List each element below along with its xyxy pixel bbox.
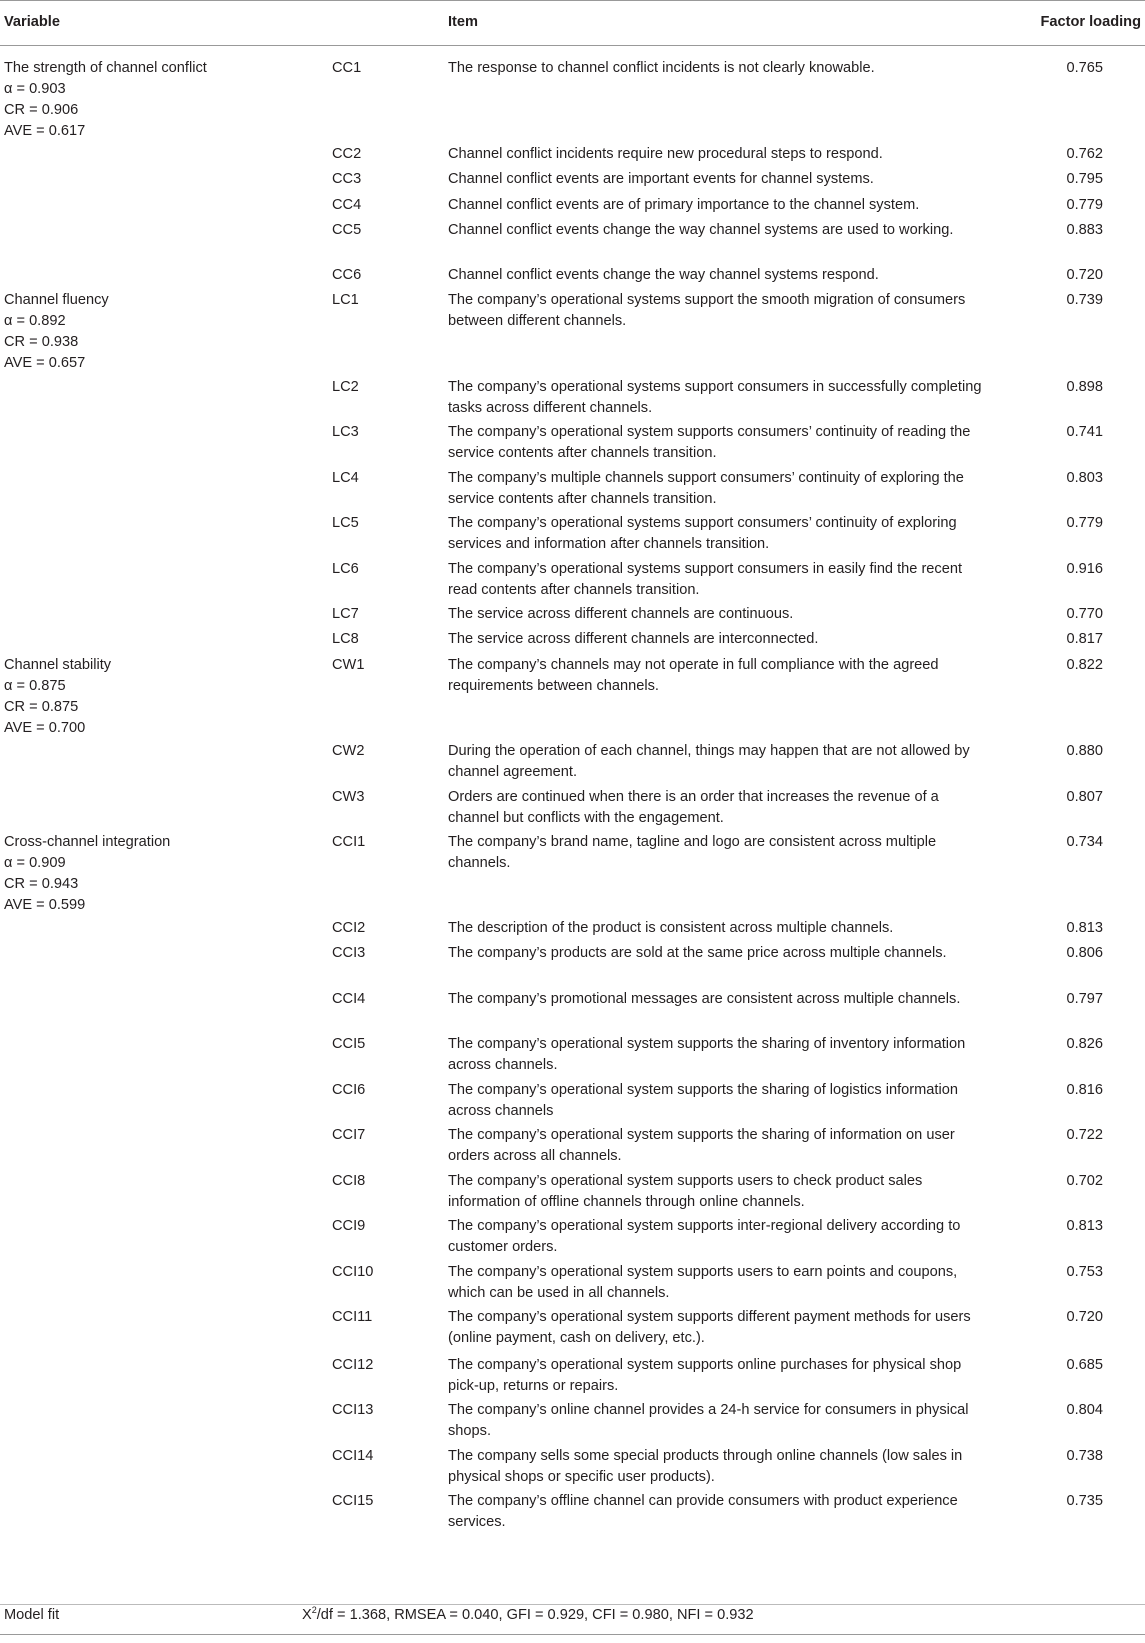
item-code: CC6: [332, 267, 362, 283]
item-code: LC2: [332, 379, 359, 395]
item-code: CW2: [332, 743, 365, 759]
factor-loading: 0.685: [1066, 1357, 1103, 1373]
item-text: Channel conflict events are important events for channel systems.: [448, 171, 874, 187]
header-loading: Factor loading: [1040, 14, 1141, 30]
item-text: The service across different channels are continuous.: [448, 606, 794, 622]
variable-ave: AVE = 0.700: [4, 720, 86, 736]
item-text: During the operation of each channel, things may happen that are not allowed by channel agreement.: [448, 743, 970, 780]
variable-cr: CR = 0.938: [4, 334, 79, 350]
factor-loading: 0.806: [1066, 945, 1103, 961]
item-text: The company’s products are sold at the same price across multiple channels.: [448, 945, 947, 961]
item-code: CCI1: [332, 834, 366, 850]
item-code: LC1: [332, 292, 359, 308]
factor-loading: 0.762: [1066, 146, 1103, 162]
item-code: CW3: [332, 789, 365, 805]
item-text: The description of the product is consistent across multiple channels.: [448, 920, 894, 936]
chi-superscript: 2: [311, 1605, 317, 1615]
header-rule: [0, 45, 1145, 46]
factor-loading: 0.739: [1066, 292, 1103, 308]
variable-name: The strength of channel conflict: [4, 60, 207, 76]
item-code: CCI14: [332, 1448, 374, 1464]
item-text: Channel conflict incidents require new procedural steps to respond.: [448, 146, 883, 162]
variable-alpha: α = 0.903: [4, 81, 66, 97]
factor-loading: 0.779: [1066, 515, 1103, 531]
variable-cell: [4, 290, 304, 374]
factor-loading: 0.807: [1066, 789, 1103, 805]
item-text: The company’s operational system supports the sharing of logistics information across channels: [448, 1082, 958, 1119]
variable-ave: AVE = 0.657: [4, 355, 86, 371]
item-text: The company’s channels may not operate in full compliance with the agreed requirements between channels.: [448, 657, 939, 694]
item-code: LC4: [332, 470, 359, 486]
variable-alpha: α = 0.875: [4, 678, 66, 694]
item-code: CC5: [332, 222, 362, 238]
model-fit-stats: /df = 1.368, RMSEA = 0.040, GFI = 0.929, CFI = 0.980, NFI = 0.932: [316, 1607, 754, 1623]
item-text: The company’s operational system supports online purchases for physical shop pick-up, returns or repairs.: [448, 1357, 962, 1394]
item-code: LC7: [332, 606, 359, 622]
bottom-rule: [0, 1634, 1145, 1635]
variable-alpha: α = 0.892: [4, 313, 66, 329]
factor-loading: 0.916: [1066, 561, 1103, 577]
variable-ave: AVE = 0.617: [4, 123, 86, 139]
model-fit-label: Model fit: [4, 1607, 60, 1623]
factor-loading: 0.720: [1066, 1309, 1103, 1325]
factor-loading: 0.741: [1066, 424, 1103, 440]
item-text: The company’s operational system supports users to check product sales information of offline channels through online channels.: [448, 1173, 923, 1210]
item-text: The company’s operational systems support consumers in easily find the recent read contents after channels transition.: [448, 561, 963, 598]
factor-loading: 0.822: [1066, 657, 1103, 673]
variable-name: Channel stability: [4, 657, 112, 673]
item-code: LC3: [332, 424, 359, 440]
item-code: CCI8: [332, 1173, 366, 1189]
factor-loading: 0.702: [1066, 1173, 1103, 1189]
factor-loading: 0.765: [1066, 60, 1103, 76]
item-text: Channel conflict events change the way channel systems respond.: [448, 267, 879, 283]
factor-loading: 0.738: [1066, 1448, 1103, 1464]
item-text: The company’s operational system supports the sharing of inventory information across channels.: [448, 1036, 966, 1073]
factor-loading: 0.880: [1066, 743, 1103, 759]
item-text: Channel conflict events change the way channel systems are used to working.: [448, 222, 954, 238]
item-text: Channel conflict events are of primary importance to the channel system.: [448, 197, 920, 213]
item-code: LC5: [332, 515, 359, 531]
item-code: CW1: [332, 657, 365, 673]
factor-loading: 0.753: [1066, 1264, 1103, 1280]
factor-loading: 0.804: [1066, 1402, 1103, 1418]
item-code: CCI15: [332, 1493, 374, 1509]
item-code: CCI11: [332, 1309, 373, 1325]
header-variable: Variable: [4, 14, 60, 30]
item-code: CC1: [332, 60, 362, 76]
factor-loading: 0.826: [1066, 1036, 1103, 1052]
item-text: The company’s operational systems support consumers in successfully completing tasks across different channels.: [448, 379, 982, 416]
item-code: CCI13: [332, 1402, 374, 1418]
item-text: The company’s operational system supports the sharing of information on user orders across all channels.: [448, 1127, 955, 1164]
item-code: CC3: [332, 171, 362, 187]
item-text: The company’s offline channel can provide consumers with product experience services.: [448, 1493, 958, 1530]
factor-loading: 0.898: [1066, 379, 1103, 395]
variable-name: Cross-channel integration: [4, 834, 171, 850]
factor-loading: 0.813: [1066, 920, 1103, 936]
item-text: The company’s brand name, tagline and logo are consistent across multiple channels.: [448, 834, 937, 871]
model-fit-text: [302, 1605, 754, 1626]
item-code: CCI2: [332, 920, 366, 936]
item-text: The company’s promotional messages are consistent across multiple channels.: [448, 991, 961, 1007]
factor-loading: 0.797: [1066, 991, 1103, 1007]
variable-cr: CR = 0.943: [4, 876, 79, 892]
chi-label: X: [302, 1607, 312, 1623]
factor-loading: 0.734: [1066, 834, 1103, 850]
factor-loading: 0.883: [1066, 222, 1103, 238]
factor-loading: 0.795: [1066, 171, 1103, 187]
variable-cr: CR = 0.875: [4, 699, 79, 715]
item-text: The company’s operational systems support the smooth migration of consumers between different channels.: [448, 292, 966, 329]
header-item: Item: [448, 14, 479, 30]
factor-loading: 0.735: [1066, 1493, 1103, 1509]
item-text: The company’s multiple channels support consumers’ continuity of exploring the service contents after channels transition.: [448, 470, 964, 507]
factor-loading: 0.803: [1066, 470, 1103, 486]
item-code: CC2: [332, 146, 362, 162]
item-code: CCI6: [332, 1082, 366, 1098]
factor-loading: 0.770: [1066, 606, 1103, 622]
item-text: The company’s operational system supports different payment methods for users (online payment, cash on delivery, etc.).: [448, 1309, 971, 1346]
variable-cell: [4, 58, 304, 142]
item-text: The service across different channels are interconnected.: [448, 631, 819, 647]
item-text: The company’s operational system supports consumers’ continuity of reading the service contents after channels transition.: [448, 424, 971, 461]
factor-loading: 0.816: [1066, 1082, 1103, 1098]
factor-loading: 0.813: [1066, 1218, 1103, 1234]
item-code: CCI5: [332, 1036, 366, 1052]
factor-loading: 0.779: [1066, 197, 1103, 213]
item-code: CCI9: [332, 1218, 366, 1234]
item-code: CCI7: [332, 1127, 366, 1143]
item-code: CCI10: [332, 1264, 374, 1280]
item-code: CCI3: [332, 945, 366, 961]
item-text: The company’s operational system supports users to earn points and coupons, which can be used in all channels.: [448, 1264, 958, 1301]
factor-loading: 0.722: [1066, 1127, 1103, 1143]
item-text: Orders are continued when there is an order that increases the revenue of a channel but conflicts with the engagement.: [448, 789, 939, 826]
item-text: The response to channel conflict incidents is not clearly knowable.: [448, 60, 875, 76]
variable-cr: CR = 0.906: [4, 102, 79, 118]
item-text: The company’s operational systems support consumers’ continuity of exploring services and information after channels transition.: [448, 515, 957, 552]
variable-cell: [4, 832, 304, 916]
item-code: CCI12: [332, 1357, 374, 1373]
top-rule: [0, 0, 1145, 1]
item-text: The company’s online channel provides a 24-h service for consumers in physical shops.: [448, 1402, 969, 1439]
variable-name: Channel fluency: [4, 292, 109, 308]
item-code: LC6: [332, 561, 359, 577]
item-code: CCI4: [332, 991, 366, 1007]
variable-alpha: α = 0.909: [4, 855, 66, 871]
variable-cell: [4, 655, 304, 739]
item-code: LC8: [332, 631, 359, 647]
factor-loading: 0.720: [1066, 267, 1103, 283]
variable-ave: AVE = 0.599: [4, 897, 86, 913]
item-code: CC4: [332, 197, 362, 213]
item-text: The company’s operational system supports inter-regional delivery according to customer orders.: [448, 1218, 961, 1255]
factor-loading: 0.817: [1066, 631, 1103, 647]
item-text: The company sells some special products through online channels (low sales in physical shops or specific user products).: [448, 1448, 963, 1485]
